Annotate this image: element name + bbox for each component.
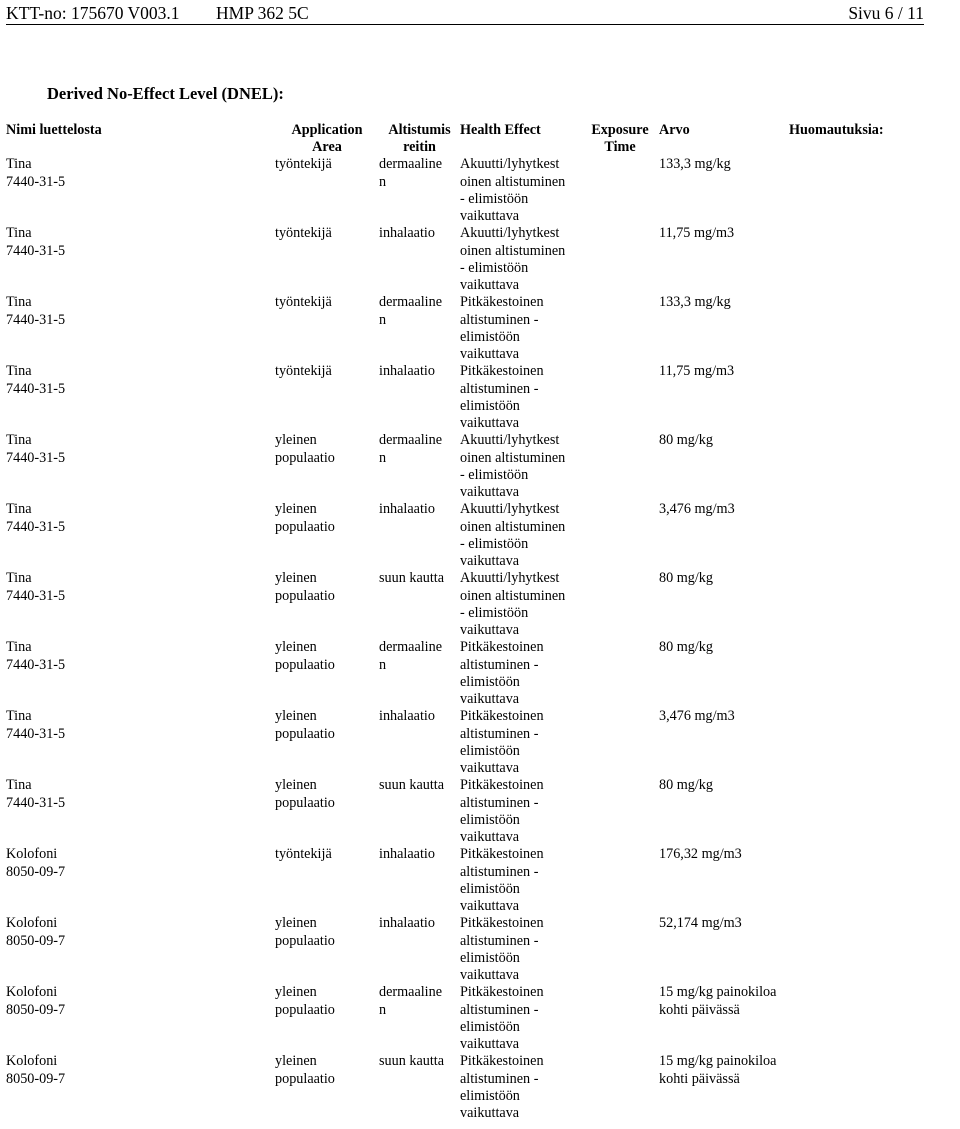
document-id: KTT-no: 175670 V003.1 xyxy=(6,3,180,23)
substance-name-cell: Tina 7440-31-5 xyxy=(6,501,66,535)
column-header: Exposure Time xyxy=(591,122,649,156)
substance-name-cell: Tina 7440-31-5 xyxy=(6,570,66,604)
table-row xyxy=(6,225,949,294)
exposure-time-cell xyxy=(581,915,659,984)
substance-name-cell: Tina 7440-31-5 xyxy=(6,156,66,190)
health-effect-cell: Akuutti/lyhytkest oinen altistuminen - elimistöön vaikuttava xyxy=(460,225,566,294)
value-cell: 80 mg/kg xyxy=(659,570,713,587)
remarks-cell xyxy=(789,432,949,501)
column-header: Arvo xyxy=(659,122,690,138)
exposure-time-cell xyxy=(581,639,659,708)
value-cell: 15 mg/kg painokiloa kohti päivässä xyxy=(659,1053,777,1087)
value-cell: 3,476 mg/m3 xyxy=(659,501,735,518)
health-effect-cell: Pitkäkestoinen altistuminen - elimistöön vaikuttava xyxy=(460,363,544,432)
application-area-cell: työntekijä xyxy=(275,363,332,380)
application-area-cell: yleinen populaatio xyxy=(275,501,335,535)
table-row xyxy=(6,1053,949,1122)
exposure-time-cell xyxy=(581,432,659,501)
application-area-cell: yleinen populaatio xyxy=(275,570,335,604)
value-cell: 11,75 mg/m3 xyxy=(659,225,735,242)
exposure-time-cell xyxy=(581,708,659,777)
health-effect-cell: Akuutti/lyhytkest oinen altistuminen - elimistöön vaikuttava xyxy=(460,501,566,570)
exposure-time-cell xyxy=(581,294,659,363)
dnel-table xyxy=(6,122,949,1122)
value-cell: 80 mg/kg xyxy=(659,777,713,794)
exposure-time-cell xyxy=(581,846,659,915)
exposure-route-cell: dermaaline n xyxy=(379,639,443,673)
remarks-cell xyxy=(789,708,949,777)
health-effect-cell: Pitkäkestoinen altistuminen - elimistöön vaikuttava xyxy=(460,1053,544,1122)
table-row xyxy=(6,432,949,501)
remarks-cell xyxy=(789,294,949,363)
substance-name-cell: Tina 7440-31-5 xyxy=(6,432,66,466)
health-effect-cell: Pitkäkestoinen altistuminen - elimistöön vaikuttava xyxy=(460,294,544,363)
exposure-time-cell xyxy=(581,501,659,570)
remarks-cell xyxy=(789,915,949,984)
table-row xyxy=(6,363,949,432)
table-row xyxy=(6,156,949,225)
table-row xyxy=(6,777,949,846)
remarks-cell xyxy=(789,570,949,639)
remarks-cell xyxy=(789,984,949,1053)
exposure-route-cell: inhalaatio xyxy=(379,363,435,380)
exposure-time-cell xyxy=(581,984,659,1053)
table-row xyxy=(6,708,949,777)
substance-name-cell: Tina 7440-31-5 xyxy=(6,294,66,328)
exposure-route-cell: dermaaline n xyxy=(379,156,443,190)
application-area-cell: työntekijä xyxy=(275,156,332,173)
exposure-route-cell: inhalaatio xyxy=(379,501,435,518)
column-header: Altistumis reitin xyxy=(388,122,451,156)
exposure-time-cell xyxy=(581,777,659,846)
remarks-cell xyxy=(789,501,949,570)
remarks-cell xyxy=(789,1053,949,1122)
application-area-cell: yleinen populaatio xyxy=(275,639,335,673)
substance-name-cell: Tina 7440-31-5 xyxy=(6,225,66,259)
value-cell: 15 mg/kg painokiloa kohti päivässä xyxy=(659,984,777,1018)
value-cell: 176,32 mg/m3 xyxy=(659,846,742,863)
health-effect-cell: Akuutti/lyhytkest oinen altistuminen - elimistöön vaikuttava xyxy=(460,156,566,225)
page-number: Sivu 6 / 11 xyxy=(848,3,924,23)
exposure-time-cell xyxy=(581,225,659,294)
exposure-time-cell xyxy=(581,1053,659,1122)
column-header: Nimi luettelosta xyxy=(6,122,102,138)
application-area-cell: työntekijä xyxy=(275,225,332,242)
health-effect-cell: Pitkäkestoinen altistuminen - elimistöön vaikuttava xyxy=(460,639,544,708)
application-area-cell: yleinen populaatio xyxy=(275,984,335,1018)
remarks-cell xyxy=(789,225,949,294)
exposure-route-cell: inhalaatio xyxy=(379,708,435,725)
table-row xyxy=(6,915,949,984)
substance-name-cell: Tina 7440-31-5 xyxy=(6,708,66,742)
table-header-row xyxy=(6,122,949,156)
application-area-cell: yleinen populaatio xyxy=(275,432,335,466)
health-effect-cell: Pitkäkestoinen altistuminen - elimistöön vaikuttava xyxy=(460,846,544,915)
table-row xyxy=(6,846,949,915)
exposure-route-cell: dermaaline n xyxy=(379,294,443,328)
health-effect-cell: Pitkäkestoinen altistuminen - elimistöön vaikuttava xyxy=(460,915,544,984)
exposure-time-cell xyxy=(581,570,659,639)
value-cell: 80 mg/kg xyxy=(659,432,713,449)
substance-name-cell: Kolofoni 8050-09-7 xyxy=(6,984,66,1018)
remarks-cell xyxy=(789,777,949,846)
exposure-route-cell: suun kautta xyxy=(379,570,445,587)
exposure-route-cell: dermaaline n xyxy=(379,432,443,466)
table-row xyxy=(6,570,949,639)
remarks-cell xyxy=(789,363,949,432)
value-cell: 3,476 mg/m3 xyxy=(659,708,735,725)
health-effect-cell: Pitkäkestoinen altistuminen - elimistöön vaikuttava xyxy=(460,777,544,846)
value-cell: 11,75 mg/m3 xyxy=(659,363,735,380)
table-body xyxy=(6,156,949,1122)
substance-name-cell: Kolofoni 8050-09-7 xyxy=(6,915,66,949)
product-name: HMP 362 5C xyxy=(216,3,309,23)
value-cell: 133,3 mg/kg xyxy=(659,294,731,311)
application-area-cell: yleinen populaatio xyxy=(275,915,335,949)
substance-name-cell: Tina 7440-31-5 xyxy=(6,777,66,811)
substance-name-cell: Kolofoni 8050-09-7 xyxy=(6,846,66,880)
exposure-route-cell: inhalaatio xyxy=(379,846,435,863)
substance-name-cell: Tina 7440-31-5 xyxy=(6,639,66,673)
table-row xyxy=(6,501,949,570)
exposure-route-cell: inhalaatio xyxy=(379,225,435,242)
page-header xyxy=(6,0,924,25)
remarks-cell xyxy=(789,639,949,708)
application-area-cell: yleinen populaatio xyxy=(275,777,335,811)
application-area-cell: yleinen populaatio xyxy=(275,708,335,742)
column-header: Huomautuksia: xyxy=(789,122,884,138)
table-row xyxy=(6,639,949,708)
exposure-route-cell: dermaaline n xyxy=(379,984,443,1018)
column-header: Health Effect xyxy=(460,122,541,138)
table-row xyxy=(6,984,949,1053)
substance-name-cell: Kolofoni 8050-09-7 xyxy=(6,1053,66,1087)
application-area-cell: työntekijä xyxy=(275,294,332,311)
table-row xyxy=(6,294,949,363)
section-title: Derived No-Effect Level (DNEL): xyxy=(47,84,284,103)
value-cell: 80 mg/kg xyxy=(659,639,713,656)
remarks-cell xyxy=(789,156,949,225)
exposure-route-cell: inhalaatio xyxy=(379,915,435,932)
health-effect-cell: Akuutti/lyhytkest oinen altistuminen - elimistöön vaikuttava xyxy=(460,570,566,639)
exposure-time-cell xyxy=(581,156,659,225)
exposure-route-cell: suun kautta xyxy=(379,777,445,794)
value-cell: 133,3 mg/kg xyxy=(659,156,731,173)
column-header: Application Area xyxy=(291,122,363,156)
value-cell: 52,174 mg/m3 xyxy=(659,915,742,932)
application-area-cell: yleinen populaatio xyxy=(275,1053,335,1087)
application-area-cell: työntekijä xyxy=(275,846,332,863)
health-effect-cell: Pitkäkestoinen altistuminen - elimistöön vaikuttava xyxy=(460,708,544,777)
health-effect-cell: Pitkäkestoinen altistuminen - elimistöön vaikuttava xyxy=(460,984,544,1053)
exposure-route-cell: suun kautta xyxy=(379,1053,445,1070)
remarks-cell xyxy=(789,846,949,915)
exposure-time-cell xyxy=(581,363,659,432)
substance-name-cell: Tina 7440-31-5 xyxy=(6,363,66,397)
health-effect-cell: Akuutti/lyhytkest oinen altistuminen - elimistöön vaikuttava xyxy=(460,432,566,501)
